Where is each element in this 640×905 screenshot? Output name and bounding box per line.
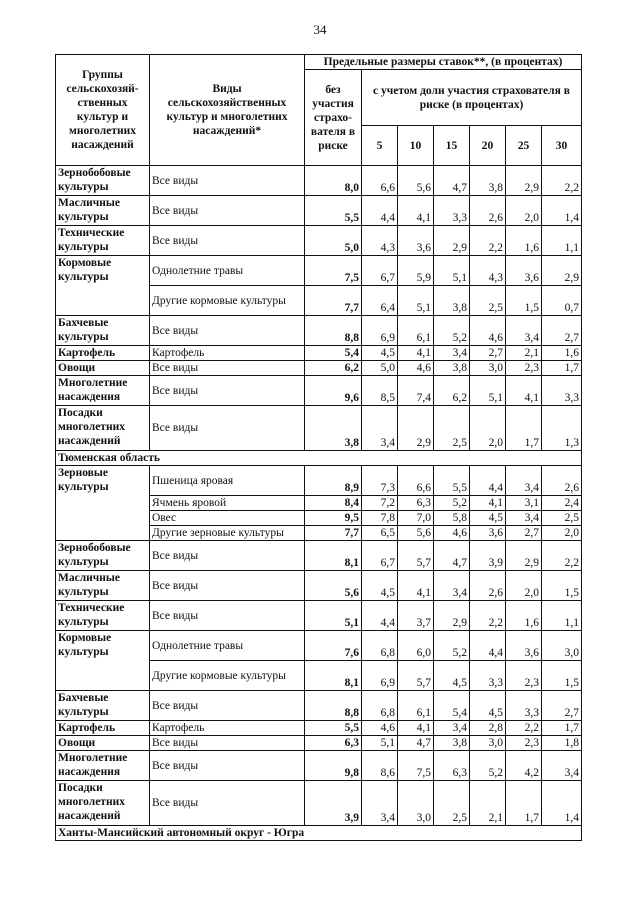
base-rate-cell: 7,7 xyxy=(305,526,362,541)
rate-cell: 6,2 xyxy=(434,376,470,406)
table-row xyxy=(56,736,582,751)
group-cell: Многолетние насаждения xyxy=(56,376,150,406)
rate-cell: 3,8 xyxy=(470,166,506,196)
table-row xyxy=(56,226,582,256)
table-row xyxy=(56,571,582,601)
kind-cell: Все виды xyxy=(150,601,305,631)
section-region-2 xyxy=(56,451,582,841)
rate-cell: 2,7 xyxy=(542,691,582,721)
rate-cell: 2,9 xyxy=(434,226,470,256)
kind-cell: Ячмень яровой xyxy=(150,496,305,511)
rate-cell: 3,4 xyxy=(506,466,542,496)
table-row xyxy=(56,316,582,346)
table-row xyxy=(56,466,582,496)
group-cell: Картофель xyxy=(56,721,150,736)
base-rate-cell: 7,7 xyxy=(305,286,362,316)
rate-cell: 2,0 xyxy=(506,571,542,601)
rate-cell: 1,4 xyxy=(542,781,582,826)
rate-cell: 6,6 xyxy=(398,466,434,496)
table-header xyxy=(56,55,582,166)
rate-cell: 5,2 xyxy=(434,316,470,346)
rate-cell: 4,2 xyxy=(506,751,542,781)
rate-cell: 3,3 xyxy=(542,376,582,406)
rate-cell: 6,1 xyxy=(398,691,434,721)
base-rate-cell: 9,8 xyxy=(305,751,362,781)
kind-cell: Все виды xyxy=(150,406,305,451)
rate-cell: 6,9 xyxy=(362,316,398,346)
kind-cell: Все виды xyxy=(150,361,305,376)
table-row xyxy=(56,376,582,406)
rate-cell: 4,5 xyxy=(362,346,398,361)
table-row xyxy=(56,166,582,196)
base-rate-cell: 6,3 xyxy=(305,736,362,751)
rate-cell: 3,4 xyxy=(434,571,470,601)
group-cell: Посадки многолетних насаждений xyxy=(56,406,150,451)
table-row xyxy=(56,196,582,226)
rate-cell: 6,9 xyxy=(362,661,398,691)
rate-cell: 7,5 xyxy=(398,751,434,781)
rate-cell: 1,7 xyxy=(506,406,542,451)
rate-cell: 6,0 xyxy=(398,631,434,661)
kind-cell: Однолетние травы xyxy=(150,631,305,661)
region-heading: Ханты-Мансийский автономный округ - Югра xyxy=(56,826,582,841)
rate-cell: 1,5 xyxy=(542,571,582,601)
rate-cell: 5,2 xyxy=(470,751,506,781)
base-rate-cell: 5,5 xyxy=(305,721,362,736)
rate-cell: 2,0 xyxy=(470,406,506,451)
rate-cell: 2,5 xyxy=(434,781,470,826)
rate-cell: 3,6 xyxy=(506,256,542,286)
group-cell: Зерновые культуры xyxy=(56,466,150,541)
rate-cell: 4,5 xyxy=(470,691,506,721)
rate-cell: 1,8 xyxy=(542,736,582,751)
group-cell: Масличные культуры xyxy=(56,571,150,601)
base-rate-cell: 8,8 xyxy=(305,691,362,721)
rate-cell: 6,8 xyxy=(362,691,398,721)
rate-cell: 3,6 xyxy=(470,526,506,541)
group-cell: Овощи xyxy=(56,736,150,751)
kind-cell: Картофель xyxy=(150,346,305,361)
group-cell: Масличные культуры xyxy=(56,196,150,226)
rate-cell: 2,2 xyxy=(470,226,506,256)
rate-cell: 5,0 xyxy=(362,361,398,376)
rate-cell: 2,7 xyxy=(506,526,542,541)
kind-cell: Пшеница яровая xyxy=(150,466,305,496)
header-share-30: 30 xyxy=(542,126,582,166)
header-without-share: без участия страхо-вателя в риске xyxy=(305,70,362,166)
rate-cell: 3,3 xyxy=(434,196,470,226)
rate-cell: 4,6 xyxy=(434,526,470,541)
rate-cell: 2,2 xyxy=(470,601,506,631)
kind-cell: Все виды xyxy=(150,226,305,256)
rate-cell: 2,4 xyxy=(542,496,582,511)
rate-cell: 4,5 xyxy=(470,511,506,526)
header-share-25: 25 xyxy=(506,126,542,166)
rate-cell: 5,6 xyxy=(398,526,434,541)
base-rate-cell: 7,6 xyxy=(305,631,362,661)
base-rate-cell: 9,5 xyxy=(305,511,362,526)
rate-cell: 2,6 xyxy=(470,571,506,601)
rate-cell: 6,5 xyxy=(362,526,398,541)
rate-cell: 4,7 xyxy=(398,736,434,751)
rate-cell: 5,6 xyxy=(398,166,434,196)
rate-cell: 3,4 xyxy=(362,781,398,826)
table-row xyxy=(56,406,582,451)
rate-cell: 1,1 xyxy=(542,226,582,256)
rate-cell: 5,1 xyxy=(470,376,506,406)
rate-cell: 2,9 xyxy=(398,406,434,451)
rate-cell: 5,4 xyxy=(434,691,470,721)
page-number: 34 xyxy=(313,22,327,37)
base-rate-cell: 5,6 xyxy=(305,571,362,601)
rate-cell: 4,3 xyxy=(362,226,398,256)
rate-cell: 4,4 xyxy=(470,466,506,496)
kind-cell: Все виды xyxy=(150,751,305,781)
rate-cell: 2,0 xyxy=(542,526,582,541)
rate-cell: 2,7 xyxy=(542,316,582,346)
rate-cell: 3,6 xyxy=(398,226,434,256)
kind-cell: Все виды xyxy=(150,376,305,406)
rate-cell: 2,6 xyxy=(470,196,506,226)
base-rate-cell: 5,1 xyxy=(305,601,362,631)
rate-cell: 2,3 xyxy=(506,361,542,376)
rate-cell: 5,5 xyxy=(434,466,470,496)
header-share-15: 15 xyxy=(434,126,470,166)
header-kinds: Виды сельскохозяйственных культур и многолетних насаждений* xyxy=(150,55,305,166)
rate-cell: 4,6 xyxy=(470,316,506,346)
rate-cell: 3,7 xyxy=(398,601,434,631)
rate-cell: 7,8 xyxy=(362,511,398,526)
rate-cell: 1,7 xyxy=(506,781,542,826)
rate-cell: 8,6 xyxy=(362,751,398,781)
rate-cell: 4,1 xyxy=(398,571,434,601)
rate-cell: 1,7 xyxy=(542,721,582,736)
group-cell: Бахчевые культуры xyxy=(56,691,150,721)
rate-cell: 3,4 xyxy=(506,511,542,526)
table-row xyxy=(56,751,582,781)
header-share-20: 20 xyxy=(470,126,506,166)
group-cell: Технические культуры xyxy=(56,226,150,256)
rate-cell: 6,3 xyxy=(398,496,434,511)
base-rate-cell: 6,2 xyxy=(305,361,362,376)
rate-cell: 3,0 xyxy=(470,361,506,376)
rate-cell: 1,1 xyxy=(542,601,582,631)
base-rate-cell: 3,9 xyxy=(305,781,362,826)
table-row xyxy=(56,541,582,571)
rate-cell: 3,0 xyxy=(542,631,582,661)
table-row xyxy=(56,361,582,376)
rate-cell: 5,2 xyxy=(434,631,470,661)
rate-cell: 4,1 xyxy=(398,346,434,361)
table-row xyxy=(56,601,582,631)
header-with-share: с учетом доли участия страхователя в риске (в процентах) xyxy=(362,70,582,126)
rate-cell: 5,9 xyxy=(398,256,434,286)
rate-cell: 1,7 xyxy=(542,361,582,376)
rate-cell: 5,2 xyxy=(434,496,470,511)
rate-cell: 2,3 xyxy=(506,736,542,751)
kind-cell: Картофель xyxy=(150,721,305,736)
rate-cell: 3,8 xyxy=(434,736,470,751)
base-rate-cell: 9,6 xyxy=(305,376,362,406)
rate-cell: 6,1 xyxy=(398,316,434,346)
rate-cell: 2,5 xyxy=(470,286,506,316)
region-heading: Тюменская область xyxy=(56,451,582,466)
table-row xyxy=(56,256,582,286)
rate-cell: 2,7 xyxy=(470,346,506,361)
group-cell: Многолетние насаждения xyxy=(56,751,150,781)
rate-cell: 2,5 xyxy=(434,406,470,451)
rate-cell: 3,0 xyxy=(398,781,434,826)
rate-cell: 3,8 xyxy=(434,361,470,376)
rate-cell: 5,7 xyxy=(398,661,434,691)
base-rate-cell: 3,8 xyxy=(305,406,362,451)
header-groups: Группы сельскохозяй-ственных культур и многолетних насаждений xyxy=(56,55,150,166)
rate-cell: 0,7 xyxy=(542,286,582,316)
kind-cell: Все виды xyxy=(150,781,305,826)
rate-cell: 6,7 xyxy=(362,541,398,571)
kind-cell: Овес xyxy=(150,511,305,526)
base-rate-cell: 8,0 xyxy=(305,166,362,196)
base-rate-cell: 8,1 xyxy=(305,661,362,691)
rate-cell: 6,7 xyxy=(362,256,398,286)
rate-cell: 1,3 xyxy=(542,406,582,451)
insurance-rates-table xyxy=(55,54,582,841)
rate-cell: 4,1 xyxy=(506,376,542,406)
rate-cell: 2,6 xyxy=(542,466,582,496)
rate-cell: 3,4 xyxy=(362,406,398,451)
header-limits: Предельные размеры ставок**, (в процентах) xyxy=(305,55,582,70)
rate-cell: 1,6 xyxy=(506,601,542,631)
rate-cell: 2,1 xyxy=(506,346,542,361)
rate-cell: 4,1 xyxy=(470,496,506,511)
kind-cell: Все виды xyxy=(150,691,305,721)
rate-cell: 1,5 xyxy=(506,286,542,316)
rate-cell: 2,9 xyxy=(434,601,470,631)
kind-cell: Все виды xyxy=(150,166,305,196)
rate-cell: 4,7 xyxy=(434,166,470,196)
kind-cell: Все виды xyxy=(150,196,305,226)
rate-cell: 7,4 xyxy=(398,376,434,406)
rate-cell: 2,3 xyxy=(506,661,542,691)
group-cell: Зернобобовые культуры xyxy=(56,541,150,571)
rate-cell: 3,4 xyxy=(434,721,470,736)
rate-cell: 2,2 xyxy=(506,721,542,736)
kind-cell: Другие кормовые культуры xyxy=(150,661,305,691)
rate-cell: 8,5 xyxy=(362,376,398,406)
rate-cell: 4,6 xyxy=(362,721,398,736)
rate-cell: 3,1 xyxy=(506,496,542,511)
kind-cell: Другие кормовые культуры xyxy=(150,286,305,316)
rate-cell: 3,3 xyxy=(506,691,542,721)
group-cell: Зернобобовые культуры xyxy=(56,166,150,196)
kind-cell: Все виды xyxy=(150,736,305,751)
kind-cell: Все виды xyxy=(150,316,305,346)
rate-cell: 5,1 xyxy=(434,256,470,286)
header-share-5: 5 xyxy=(362,126,398,166)
group-cell: Посадки многолетних насаждений xyxy=(56,781,150,826)
rate-cell: 2,1 xyxy=(470,781,506,826)
header-share-10: 10 xyxy=(398,126,434,166)
rate-cell: 2,9 xyxy=(506,541,542,571)
kind-cell: Все виды xyxy=(150,541,305,571)
table-row xyxy=(56,631,582,661)
group-cell: Картофель xyxy=(56,346,150,361)
rate-cell: 2,0 xyxy=(506,196,542,226)
base-rate-cell: 5,0 xyxy=(305,226,362,256)
rate-cell: 5,8 xyxy=(434,511,470,526)
base-rate-cell: 8,8 xyxy=(305,316,362,346)
rate-cell: 7,0 xyxy=(398,511,434,526)
rate-cell: 4,4 xyxy=(470,631,506,661)
rate-cell: 1,5 xyxy=(542,661,582,691)
rate-cell: 5,1 xyxy=(362,736,398,751)
base-rate-cell: 8,9 xyxy=(305,466,362,496)
rate-cell: 4,5 xyxy=(362,571,398,601)
base-rate-cell: 8,4 xyxy=(305,496,362,511)
kind-cell: Однолетние травы xyxy=(150,256,305,286)
rate-cell: 4,4 xyxy=(362,601,398,631)
rate-cell: 4,1 xyxy=(398,196,434,226)
rate-cell: 3,4 xyxy=(542,751,582,781)
table-row xyxy=(56,346,582,361)
kind-cell: Все виды xyxy=(150,571,305,601)
rate-cell: 3,8 xyxy=(434,286,470,316)
rate-cell: 4,7 xyxy=(434,541,470,571)
section-region-1 xyxy=(56,166,582,451)
rate-cell: 5,7 xyxy=(398,541,434,571)
group-cell: Кормовые культуры xyxy=(56,256,150,316)
rate-cell: 2,2 xyxy=(542,166,582,196)
rate-cell: 6,3 xyxy=(434,751,470,781)
base-rate-cell: 5,4 xyxy=(305,346,362,361)
rate-cell: 6,4 xyxy=(362,286,398,316)
rate-cell: 2,9 xyxy=(506,166,542,196)
group-cell: Бахчевые культуры xyxy=(56,316,150,346)
group-cell: Технические культуры xyxy=(56,601,150,631)
table-row xyxy=(56,781,582,826)
rate-cell: 3,4 xyxy=(434,346,470,361)
rate-cell: 3,6 xyxy=(506,631,542,661)
rate-cell: 3,0 xyxy=(470,736,506,751)
group-cell: Овощи xyxy=(56,361,150,376)
group-cell: Кормовые культуры xyxy=(56,631,150,691)
rate-cell: 2,5 xyxy=(542,511,582,526)
rate-cell: 3,9 xyxy=(470,541,506,571)
rate-cell: 1,4 xyxy=(542,196,582,226)
base-rate-cell: 7,5 xyxy=(305,256,362,286)
rate-cell: 1,6 xyxy=(506,226,542,256)
rate-cell: 7,3 xyxy=(362,466,398,496)
rate-cell: 3,4 xyxy=(506,316,542,346)
base-rate-cell: 5,5 xyxy=(305,196,362,226)
table-row xyxy=(56,721,582,736)
rate-cell: 2,2 xyxy=(542,541,582,571)
rate-cell: 2,9 xyxy=(542,256,582,286)
rate-cell: 4,6 xyxy=(398,361,434,376)
rate-cell: 3,3 xyxy=(470,661,506,691)
rate-cell: 4,4 xyxy=(362,196,398,226)
rate-cell: 6,6 xyxy=(362,166,398,196)
rate-cell: 7,2 xyxy=(362,496,398,511)
rate-cell: 2,8 xyxy=(470,721,506,736)
rate-cell: 4,5 xyxy=(434,661,470,691)
rate-cell: 4,1 xyxy=(398,721,434,736)
rate-cell: 4,3 xyxy=(470,256,506,286)
rate-cell: 6,8 xyxy=(362,631,398,661)
table-row xyxy=(56,691,582,721)
kind-cell: Другие зерновые культуры xyxy=(150,526,305,541)
rate-cell: 1,6 xyxy=(542,346,582,361)
base-rate-cell: 8,1 xyxy=(305,541,362,571)
rate-cell: 5,1 xyxy=(398,286,434,316)
